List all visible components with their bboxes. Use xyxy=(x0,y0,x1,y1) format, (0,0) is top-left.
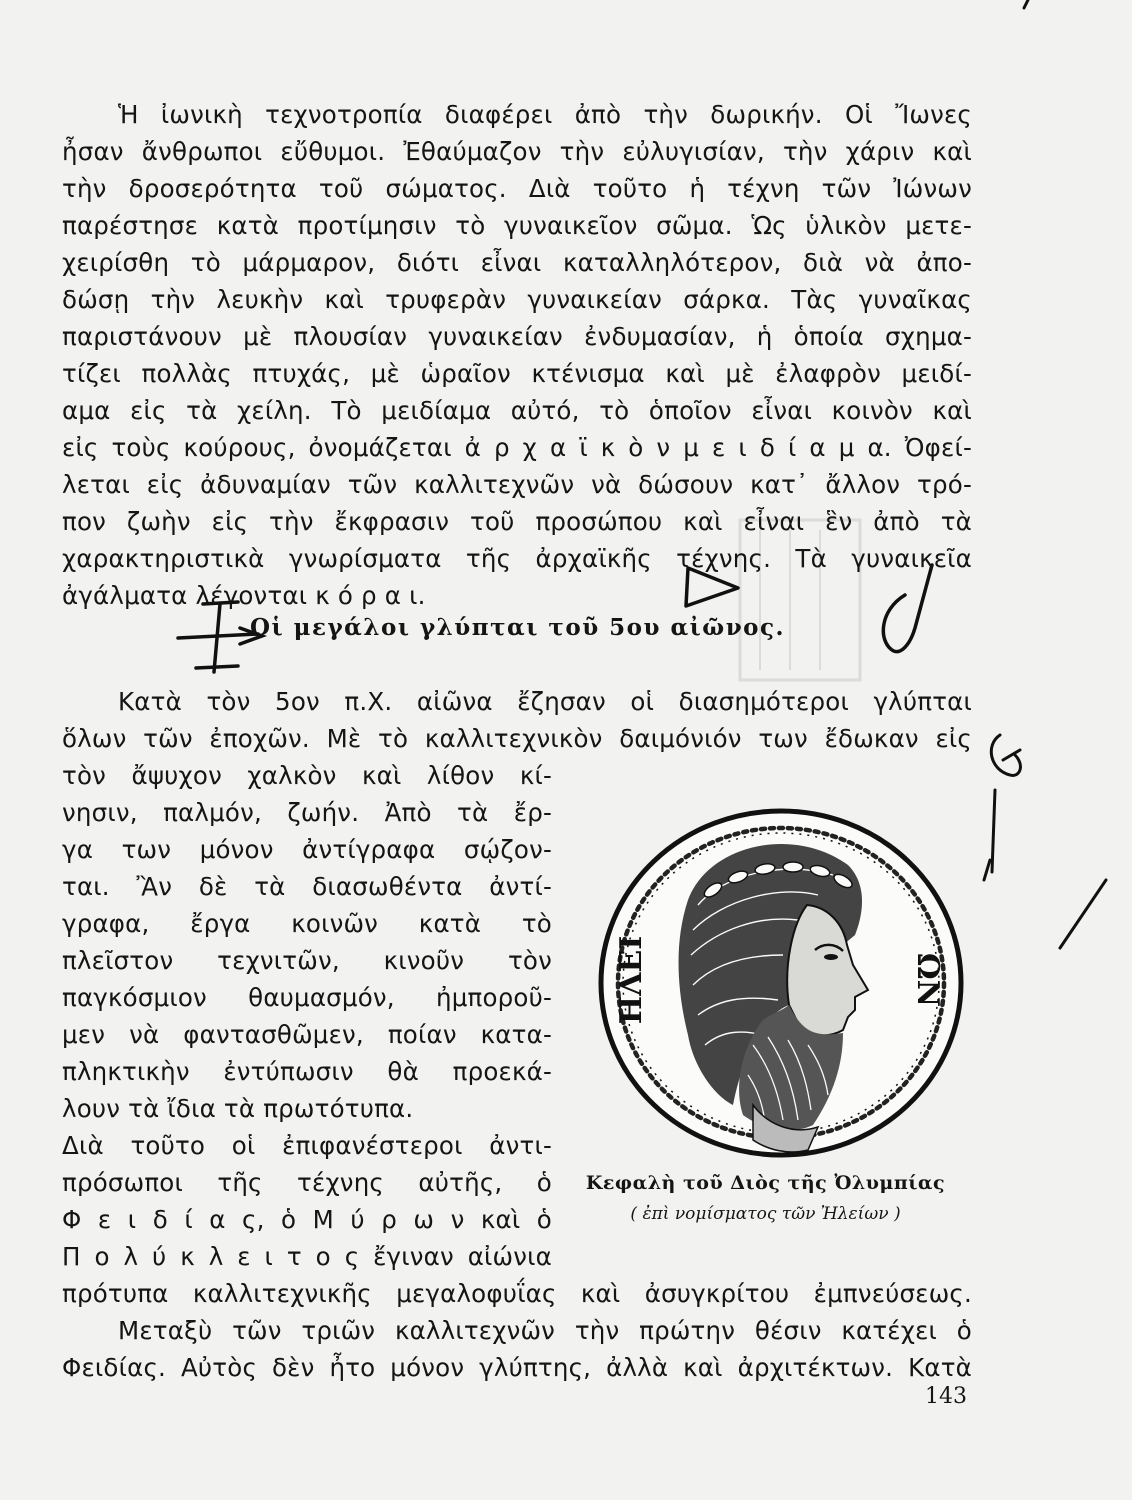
curve-mark-icon xyxy=(883,565,932,652)
text-line: πον ζωὴν εἰς τὴν ἔκφρασιν τοῦ προσώπου καὶ εἶναι ἓν ἀπὸ τὰ xyxy=(62,507,972,536)
text-line: Φ ε ι δ ί α ς, ὁ Μ ύ ρ ω ν καὶ ὁ xyxy=(62,1205,552,1234)
text-line: πλεῖστον τεχνιτῶν, κινοῦν τὸν xyxy=(62,946,552,975)
triangle-mark-icon xyxy=(686,568,738,606)
text-line: παριστάνουν μὲ πλουσίαν γυναικείαν ἐνδυμασίαν, ἡ ὁποία σχημα- xyxy=(62,322,972,351)
text-line: γα των μόνον ἀντίγραφα σῴζον- xyxy=(62,835,552,864)
section-heading: Οἱ μεγάλοι γλύπται τοῦ 5ου αἰῶνος. xyxy=(250,614,786,641)
coin-legend-right: ΩΝ xyxy=(910,952,945,1008)
text-line: πληκτικὴν ἐντύπωσιν θὰ προεκά- xyxy=(62,1057,552,1086)
text-line: τὸν ἄψυχον χαλκὸν καὶ λίθον κί- xyxy=(62,761,552,790)
text-line: Ἡ ἰωνικὴ τεχνοτροπία διαφέρει ἀπὸ τὴν δωρικήν. Οἱ Ἴωνες xyxy=(118,100,972,129)
text-line: Κατὰ τὸν 5ον π.Χ. αἰῶνα ἔζησαν οἱ διασημότεροι γλύπται xyxy=(118,687,972,716)
text-line: παρέστησε κατὰ προτίμησιν τὸ γυναικεῖον σῶμα. Ὡς ὑλικὸν μετε- xyxy=(62,211,972,240)
figure-caption: Κεφαλὴ τοῦ Διὸς τῆς Ὀλυμπίας xyxy=(585,1172,946,1194)
page-number: 143 xyxy=(925,1384,967,1409)
text-line: αμα εἰς τὰ χείλη. Τὸ μειδίαμα αὐτό, τὸ ὁποῖον εἶναι κοινὸν καὶ xyxy=(62,396,972,425)
text-line: εἰς τοὺς κούρους, ὀνομάζεται ἀ ρ χ α ϊ κ ὸ ν μ ε ι δ ί α μ α. Ὀφεί- xyxy=(62,433,972,462)
text-line: δώσῃ τὴν λευκὴν καὶ τρυφερὰν γυναικείαν σάρκα. Τὰς γυναῖκας xyxy=(62,285,972,314)
margin-strokes-icon xyxy=(984,0,1106,948)
text-line: Π ο λ ύ κ λ ε ι τ ο ς ἔγιναν αἰώνια xyxy=(62,1242,552,1271)
text-line: τὴν δροσερότητα τοῦ σώματος. Διὰ τοῦτο ἡ τέχνη τῶν Ἰώνων xyxy=(62,174,972,203)
text-line: Διὰ τοῦτο οἱ ἐπιφανέστεροι ἀντι- xyxy=(62,1131,552,1160)
editing-mark-cross-icon xyxy=(178,602,262,672)
text-line: ἀγάλματα λέγονται κ ό ρ α ι. xyxy=(62,581,426,610)
text-line: Φειδίας. Αὐτὸς δὲν ἦτο μόνον γλύπτης, ἀλλὰ καὶ ἀρχιτέκτων. Κατὰ xyxy=(62,1353,972,1382)
text-line: πρότυπα καλλιτεχνικῆς μεγαλοφυΐας καὶ ἀσυγκρίτου ἐμπνεύσεως. xyxy=(62,1279,972,1308)
text-line: ἦσαν ἄνθρωποι εὔθυμοι. Ἐθαύμαζον τὴν εὐλυγισίαν, τὴν χάριν καὶ xyxy=(62,137,972,166)
text-line: ὅλων τῶν ἐποχῶν. Μὲ τὸ καλλιτεχνικὸν δαιμόνιόν των ἔδωκαν εἰς xyxy=(62,724,972,753)
text-line: Μεταξὺ τῶν τριῶν καλλιτεχνῶν τὴν πρώτην θέσιν κατέχει ὁ xyxy=(118,1316,972,1345)
text-line: παγκόσμιον θαυμασμόν, ἠμποροῦ- xyxy=(62,983,552,1012)
coin-legend-left: ΗΛΕΙ xyxy=(614,935,649,1025)
text-line: λεται εἰς ἀδυναμίαν τῶν καλλιτεχνῶν νὰ δώσουν κατ᾽ ἄλλον τρό- xyxy=(62,470,972,499)
text-line: γραφα, ἔργα κοινῶν κατὰ τὸ xyxy=(62,909,552,938)
text-line: τίζει πολλὰς πτυχάς, μὲ ὡραῖον κτένισμα καὶ μὲ ἐλαφρὸν μειδί- xyxy=(62,359,972,388)
text-line: λουν τὰ ἴδια τὰ πρωτότυπα. xyxy=(62,1094,414,1123)
text-line: μεν νὰ φαντασθῶμεν, ποίαν κατα- xyxy=(62,1020,552,1049)
text-line: πρόσωποι τῆς τέχνης αὐτῆς, ὁ xyxy=(62,1168,552,1197)
text-line: χειρίσθη τὸ μάρμαρον, διότι εἶναι καταλληλότερον, διὰ νὰ ἀπο- xyxy=(62,248,972,277)
figure-subcaption: ( ἐπὶ νομίσματος τῶν Ἠλείων ) xyxy=(630,1204,901,1224)
text-line: χαρακτηριστικὰ γνωρίσματα τῆς ἀρχαϊκῆς τέχνης. Τὰ γυναικεῖα xyxy=(62,544,972,573)
text-line: ται. Ἂν δὲ τὰ διασωθέντα ἀντί- xyxy=(62,872,552,901)
text-line: νησιν, παλμόν, ζωήν. Ἀπὸ τὰ ἔρ- xyxy=(62,798,552,827)
